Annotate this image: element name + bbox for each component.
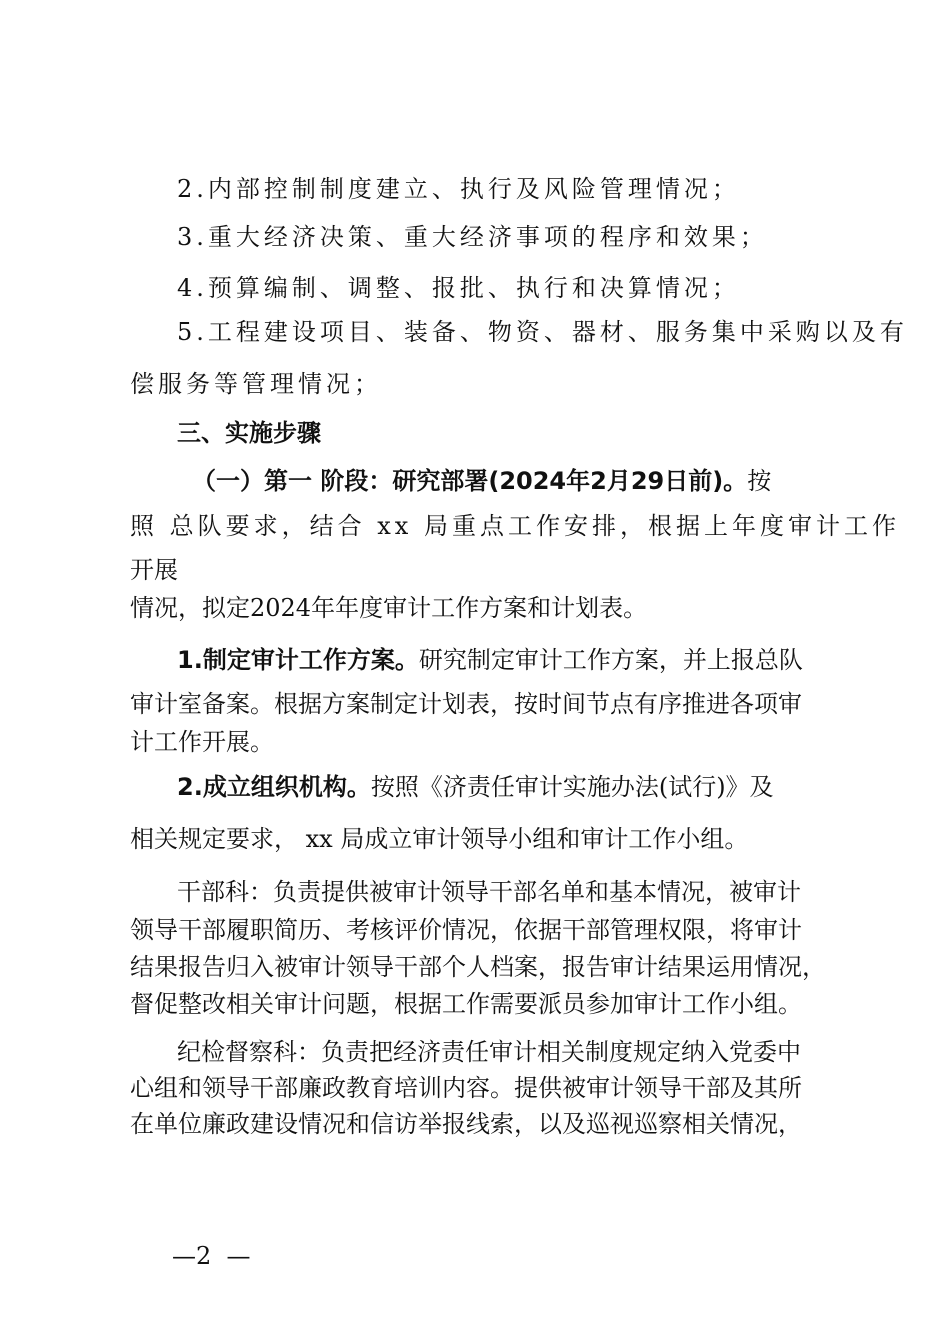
- discipline-section-paragraph: 纪检督察科：负责把经济责任审计相关制度规定纳入党委中: [177, 1038, 801, 1066]
- cadre-section-paragraph: 干部科：负责提供被审计领导干部名单和基本情况，被审计: [177, 878, 801, 906]
- paragraph-line: 心组和领导干部廉政教育培训内容。提供被审计领导干部及其所: [130, 1074, 802, 1102]
- stage-one-paragraph: （一）第一 阶段：研究部署(2024年2月29日前)。按: [192, 467, 772, 495]
- list-item-5-cont: 偿服务等管理情况；: [130, 370, 382, 398]
- list-item-4: 4.预算编制、调整、报批、执行和决算情况；: [177, 274, 740, 302]
- list-item-3: 3.重大经济决策、重大经济事项的程序和效果；: [177, 223, 768, 251]
- paragraph-line: 计工作开展。: [130, 728, 274, 756]
- list-item-5: 5.工程建设项目、装备、物资、器材、服务集中采购以及有: [177, 318, 908, 346]
- paragraph-line: 相关规定要求， xx 局成立审计领导小组和审计工作小组。: [130, 825, 749, 853]
- item-1-heading: 1.制定审计工作方案。: [177, 646, 419, 674]
- paragraph-line: 情况，拟定2024年年度审计工作方案和计划表。: [130, 594, 648, 622]
- paragraph-line: 照 总队要求，结合 xx 局重点工作安排，根据上年度审计工作: [130, 512, 900, 540]
- paragraph-line: 结果报告归入被审计领导干部个人档案，报告审计结果运用情况，: [130, 953, 826, 981]
- paragraph-line: 审计室备案。根据方案制定计划表，按时间节点有序推进各项审: [130, 690, 802, 718]
- section-heading: 三、实施步骤: [177, 419, 321, 447]
- item-2-paragraph: 2.成立组织机构。按照《济责任审计实施办法(试行)》及: [177, 773, 774, 801]
- list-item-2: 2.内部控制制度建立、执行及风险管理情况；: [177, 175, 740, 203]
- item-2-heading: 2.成立组织机构。: [177, 773, 371, 801]
- paragraph-line: 督促整改相关审计问题，根据工作需要派员参加审计工作小组。: [130, 990, 802, 1018]
- paragraph-line: 在单位廉政建设情况和信访举报线索，以及巡视巡察相关情况，: [130, 1110, 802, 1138]
- paragraph-line: 开展: [130, 556, 178, 584]
- item-1-paragraph: 1.制定审计工作方案。研究制定审计工作方案，并上报总队: [177, 646, 803, 674]
- paragraph-line: 领导干部履职简历、考核评价情况，依据干部管理权限，将审计: [130, 916, 802, 944]
- stage-one-heading: （一）第一 阶段：研究部署(2024年2月29日前)。: [192, 467, 748, 495]
- page-number: —2 —: [172, 1242, 251, 1270]
